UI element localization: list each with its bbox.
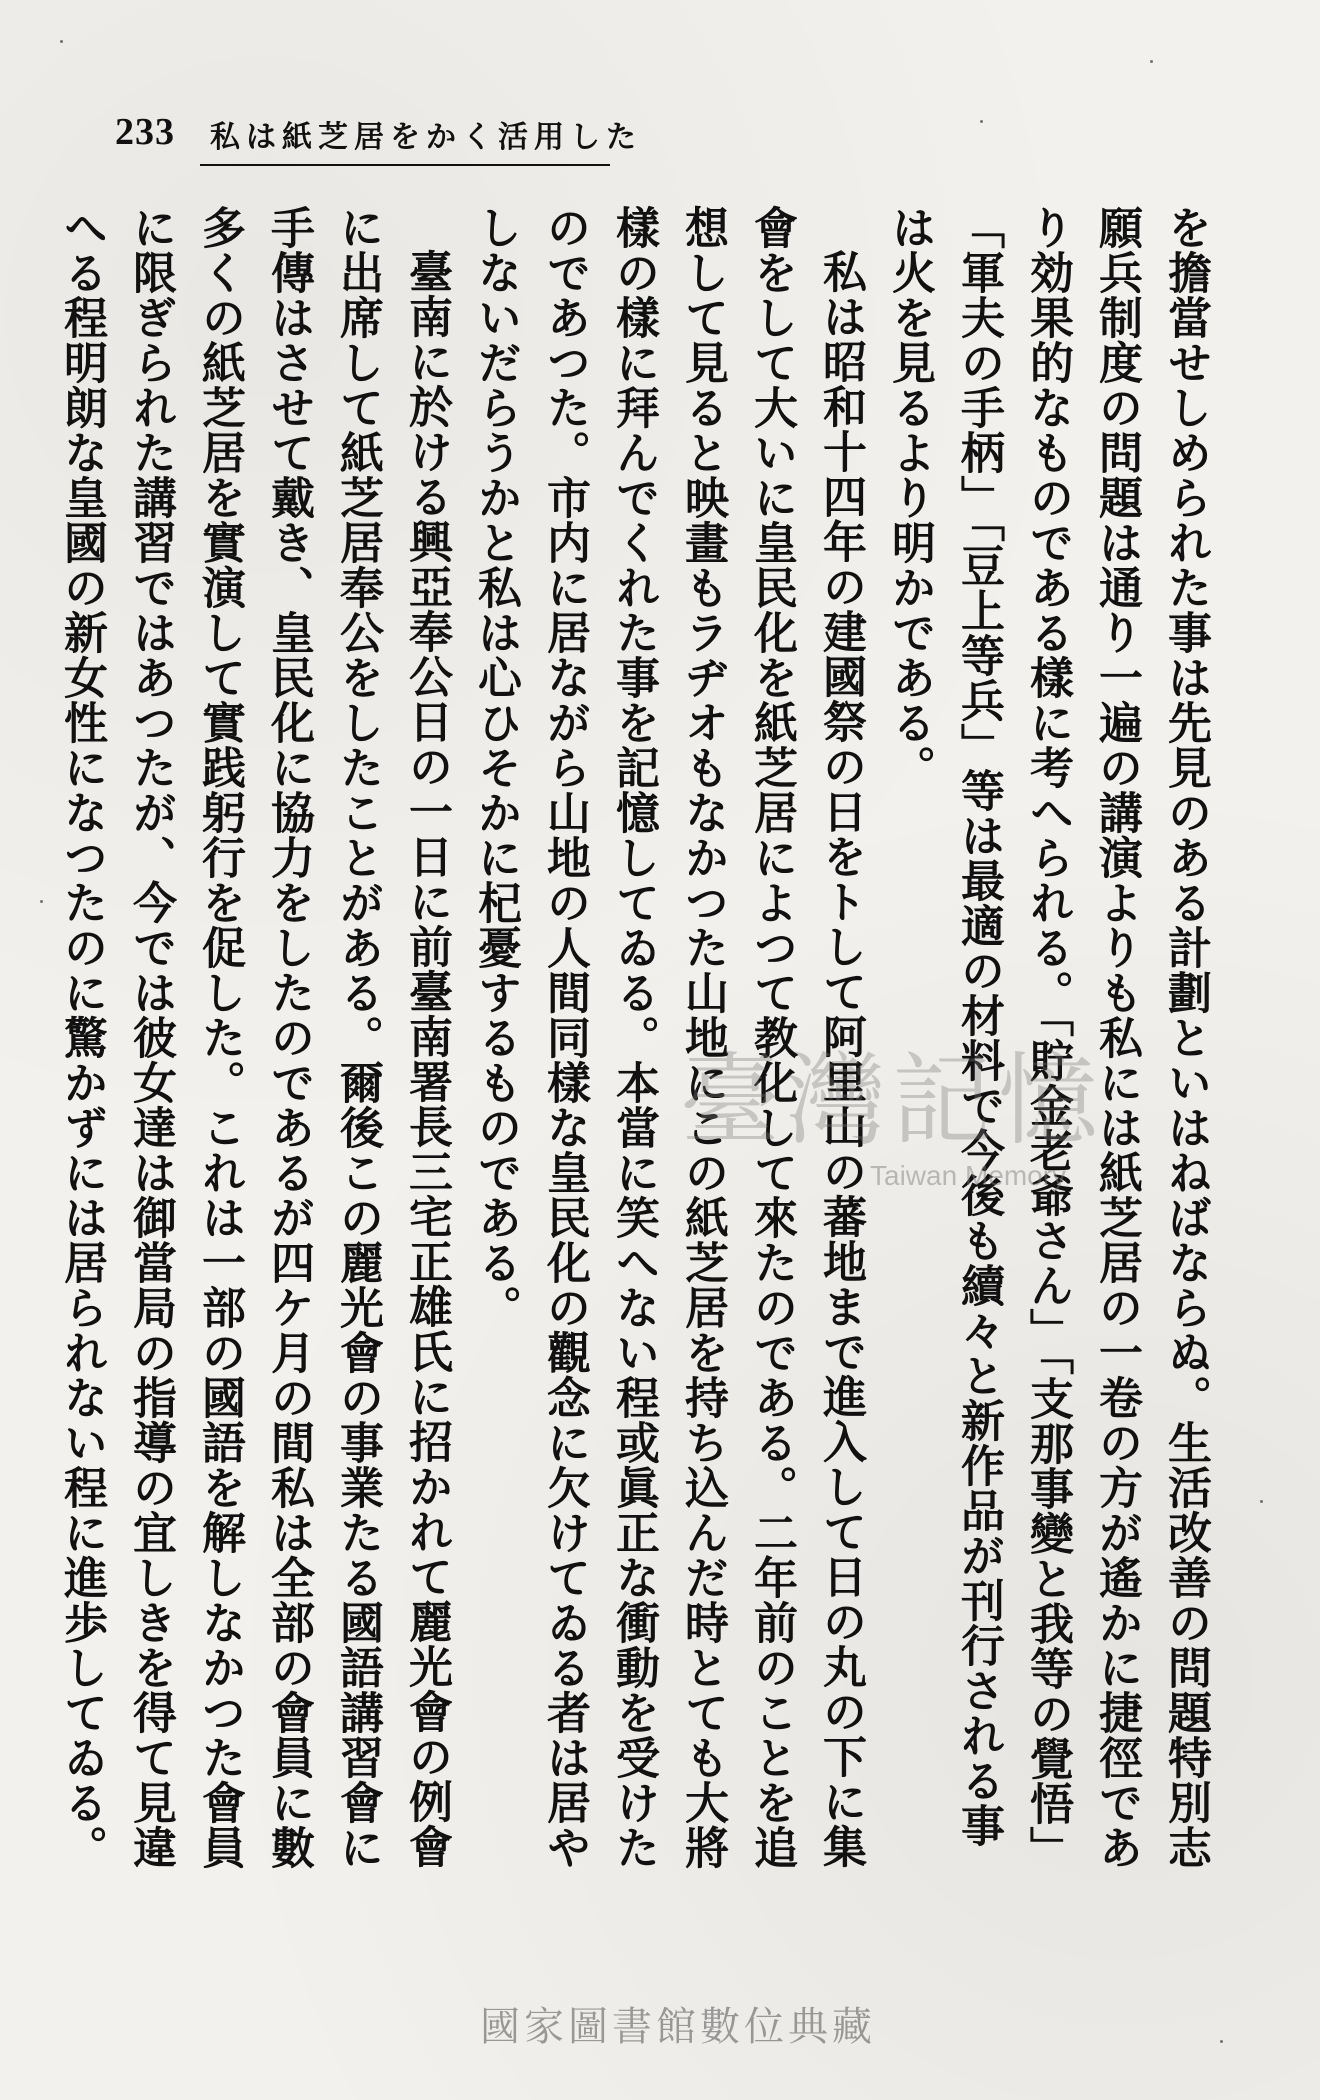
scan-speck <box>60 40 63 43</box>
header-rule <box>200 164 610 166</box>
scan-speck <box>40 900 43 903</box>
paragraph: を擔當せしめられた事は先見のある計劃といはねばならぬ。生活改善の問題特別志願兵制度の問題は通り一遍の講演よりも私には紙芝居の一卷の方が遙かに捷徑であり効果的なものである樣に考へられる。「貯金老爺さん」「支那事變と我等の覺悟」「軍夫の手柄」「豆上等兵」等は最適の材料で今後も續々と新作品が刊行される事は火を見るより明かである。 <box>884 205 1211 1871</box>
watermark-english: Taiwan Memory <box>870 1160 1067 1191</box>
scan-speck <box>980 120 983 123</box>
running-title: 私は紙芝居をかく活用した <box>210 120 642 155</box>
watermark-chinese: 臺灣記憶 <box>680 1042 1104 1159</box>
footer-collection-label: 國家圖書館數位典藏 <box>480 2004 876 2050</box>
page-header <box>115 110 642 170</box>
page-number: 233 <box>115 111 175 153</box>
paragraph: 私は昭和十四年の建國祭の日をトして阿里山の蕃地まで進入して日の丸の下に集會をして大いに皇民化を紙芝居によつて教化して來たのである。二年前のことを追想して見ると映畫もラヂオもなかつた山地にこの紙芝居を持ち込んだ時とても大將樣の樣に拜んでくれた事を記憶してゐる。本當に笑へない程或眞正な衝動を受けたのであつた。市内に居ながら山地の人間同樣な皇民化の觀念に欠けてゐる者は居やしないだらうかと私は心ひそかに杞憂するものである。 <box>470 205 866 1870</box>
scan-speck <box>1220 2040 1223 2043</box>
scan-speck <box>1260 1500 1263 1503</box>
paragraph: 臺南に於ける興亞奉公日の一日に前臺南署長三宅正雄氏に招かれて麗光會の例會に出席して紙芝居奉公をしたことがある。爾後この麗光會の事業たる國語講習會に手傳はさせて戴き、皇民化に協力をしたのであるが四ケ月の間私は全部の會員に數多くの紙芝居を實演して實践躬行を促した。これは一部の國語を解しなかつた會員に限ぎられた講習ではあつたが、今では彼女達は御當局の指導の宜しきを得て見違へる程明朗な皇國の新女性になつたのに驚かずには居られない程に進歩してゐる。 <box>56 205 452 1870</box>
scan-speck <box>1150 60 1153 63</box>
body-text <box>56 205 1220 1885</box>
